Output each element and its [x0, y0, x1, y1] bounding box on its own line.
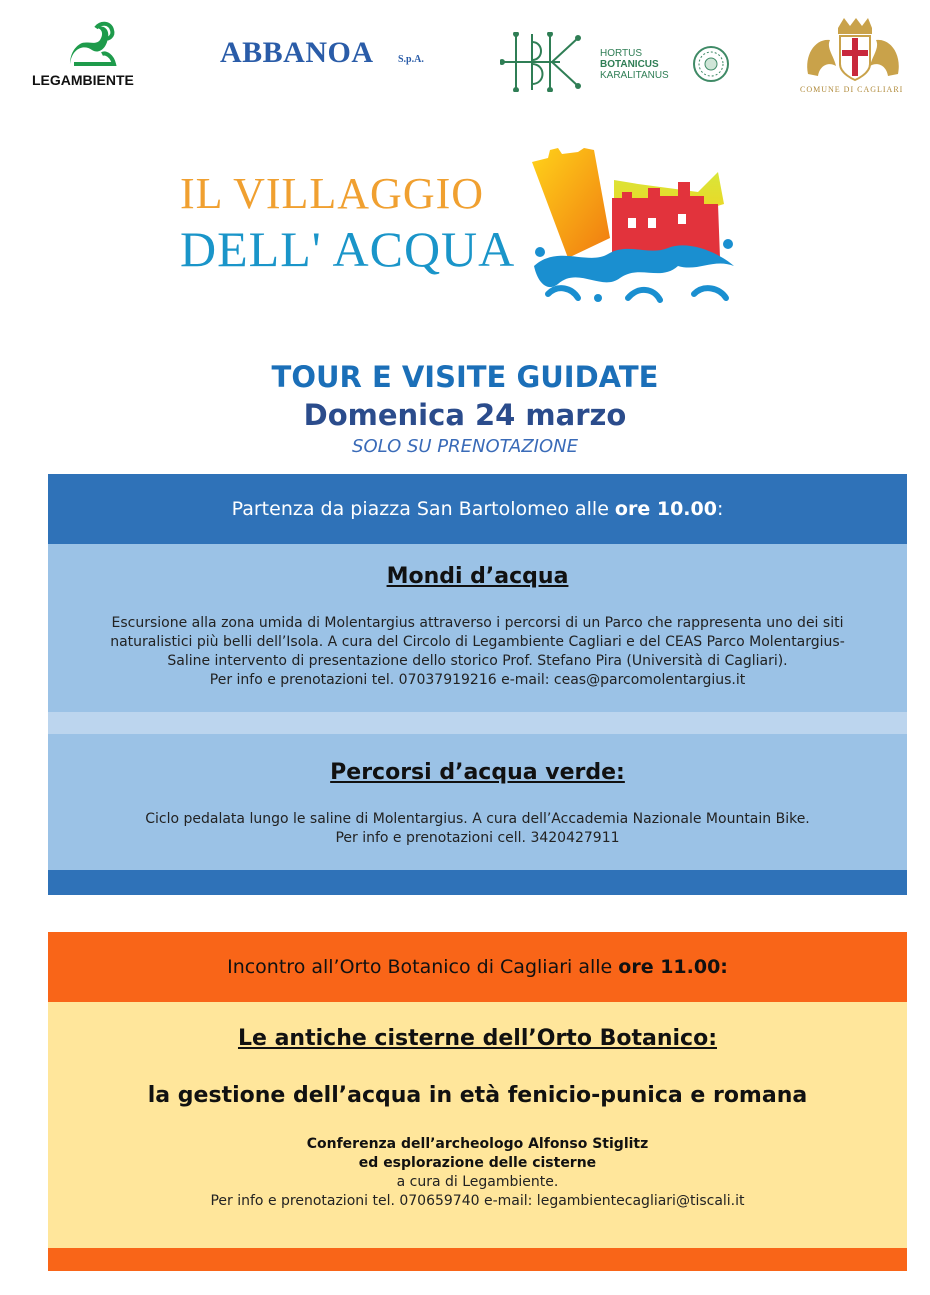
departure-text: Partenza da piazza San Bartolomeo alle [231, 498, 615, 520]
hortus-line3: KARALITANUS [600, 70, 669, 81]
event-logo-line2: DELL' ACQUA [180, 221, 516, 277]
event-desc-line3: Saline intervento di presentazione dello storico Prof. Stefano Pira (Università di Cagliari). [167, 653, 788, 669]
meeting-text: Incontro all’Orto Botanico di Cagliari alle [227, 956, 619, 978]
organizer-line: a cura di Legambiente. [396, 1174, 559, 1190]
event-desc-line2: naturalistici più belli dell’Isola. A cura del Circolo di Legambiente Cagliari e del CEAS Parco Molentargius- [110, 634, 845, 650]
conference-line: Conferenza dell’archeologo Alfonso Stiglitz [306, 1136, 649, 1152]
event-card-mondi [48, 544, 907, 712]
comune-label: COMUNE DI CAGLIARI [800, 85, 904, 94]
event-title-percorsi: Percorsi d’acqua verde: [330, 760, 625, 785]
event-title-mondi: Mondi d’acqua [386, 564, 569, 589]
booking-note: SOLO SU PRENOTAZIONE [352, 436, 578, 457]
swan-icon [62, 20, 122, 70]
event-logo-line1: IL VILLAGGIO [180, 169, 485, 218]
coat-of-arms-icon [800, 14, 906, 84]
legambiente-logo [62, 20, 122, 70]
legambiente-label: LEGAMBIENTE [32, 72, 134, 88]
event-desc-line1: Escursione alla zona umida di Molentargius attraverso i percorsi di un Parco che rappresenta uno dei siti [111, 615, 844, 631]
section-divider [48, 712, 907, 734]
event-contact: Per info e prenotazioni tel. 07037919216 e-mail: ceas@parcomolentargius.it [209, 672, 746, 688]
hortus-line1: HORTUS [600, 48, 643, 59]
seal-icon [692, 45, 730, 83]
hortus-logo [500, 32, 590, 92]
event-contact: Per info e prenotazioni tel. 070659740 e-mail: legambientecagliari@tiscali.it [210, 1193, 745, 1209]
event-title-cisterne: Le antiche cisterne dell’Orto Botanico: [237, 1026, 717, 1051]
event-card-cisterne [48, 1002, 907, 1248]
abbanoa-logo: ABBANOA [220, 36, 374, 69]
main-title: TOUR E VISITE GUIDATE [271, 360, 659, 394]
event-logo-graphic [528, 148, 738, 308]
event-card-percorsi [48, 734, 907, 870]
event-subtitle: la gestione dell’acqua in età fenicio-punica e romana [147, 1083, 808, 1108]
meeting-time: ore 11.00: [618, 956, 728, 978]
hbk-monogram-icon [500, 32, 590, 92]
comune-coat-of-arms [800, 14, 906, 84]
tower-splash-icon [528, 148, 738, 308]
hortus-line2: BOTANICUS [600, 59, 659, 70]
departure-suffix: : [716, 498, 724, 520]
departure-header [48, 474, 907, 544]
abbanoa-suffix: S.p.A. [398, 54, 424, 65]
event-desc-line1: Ciclo pedalata lungo le saline di Molentargius. A cura dell’Accademia Nazionale Mountain Bike. [145, 811, 810, 827]
blue-footer-bar [48, 870, 907, 895]
meeting-header [48, 932, 907, 1002]
event-date: Domenica 24 marzo [303, 398, 627, 432]
departure-time: ore 10.00 [614, 498, 717, 520]
orange-footer-bar [48, 1248, 907, 1271]
event-contact: Per info e prenotazioni cell. 3420427911 [335, 830, 620, 846]
exploration-line: ed esplorazione delle cisterne [358, 1155, 597, 1171]
university-seal [692, 45, 730, 83]
